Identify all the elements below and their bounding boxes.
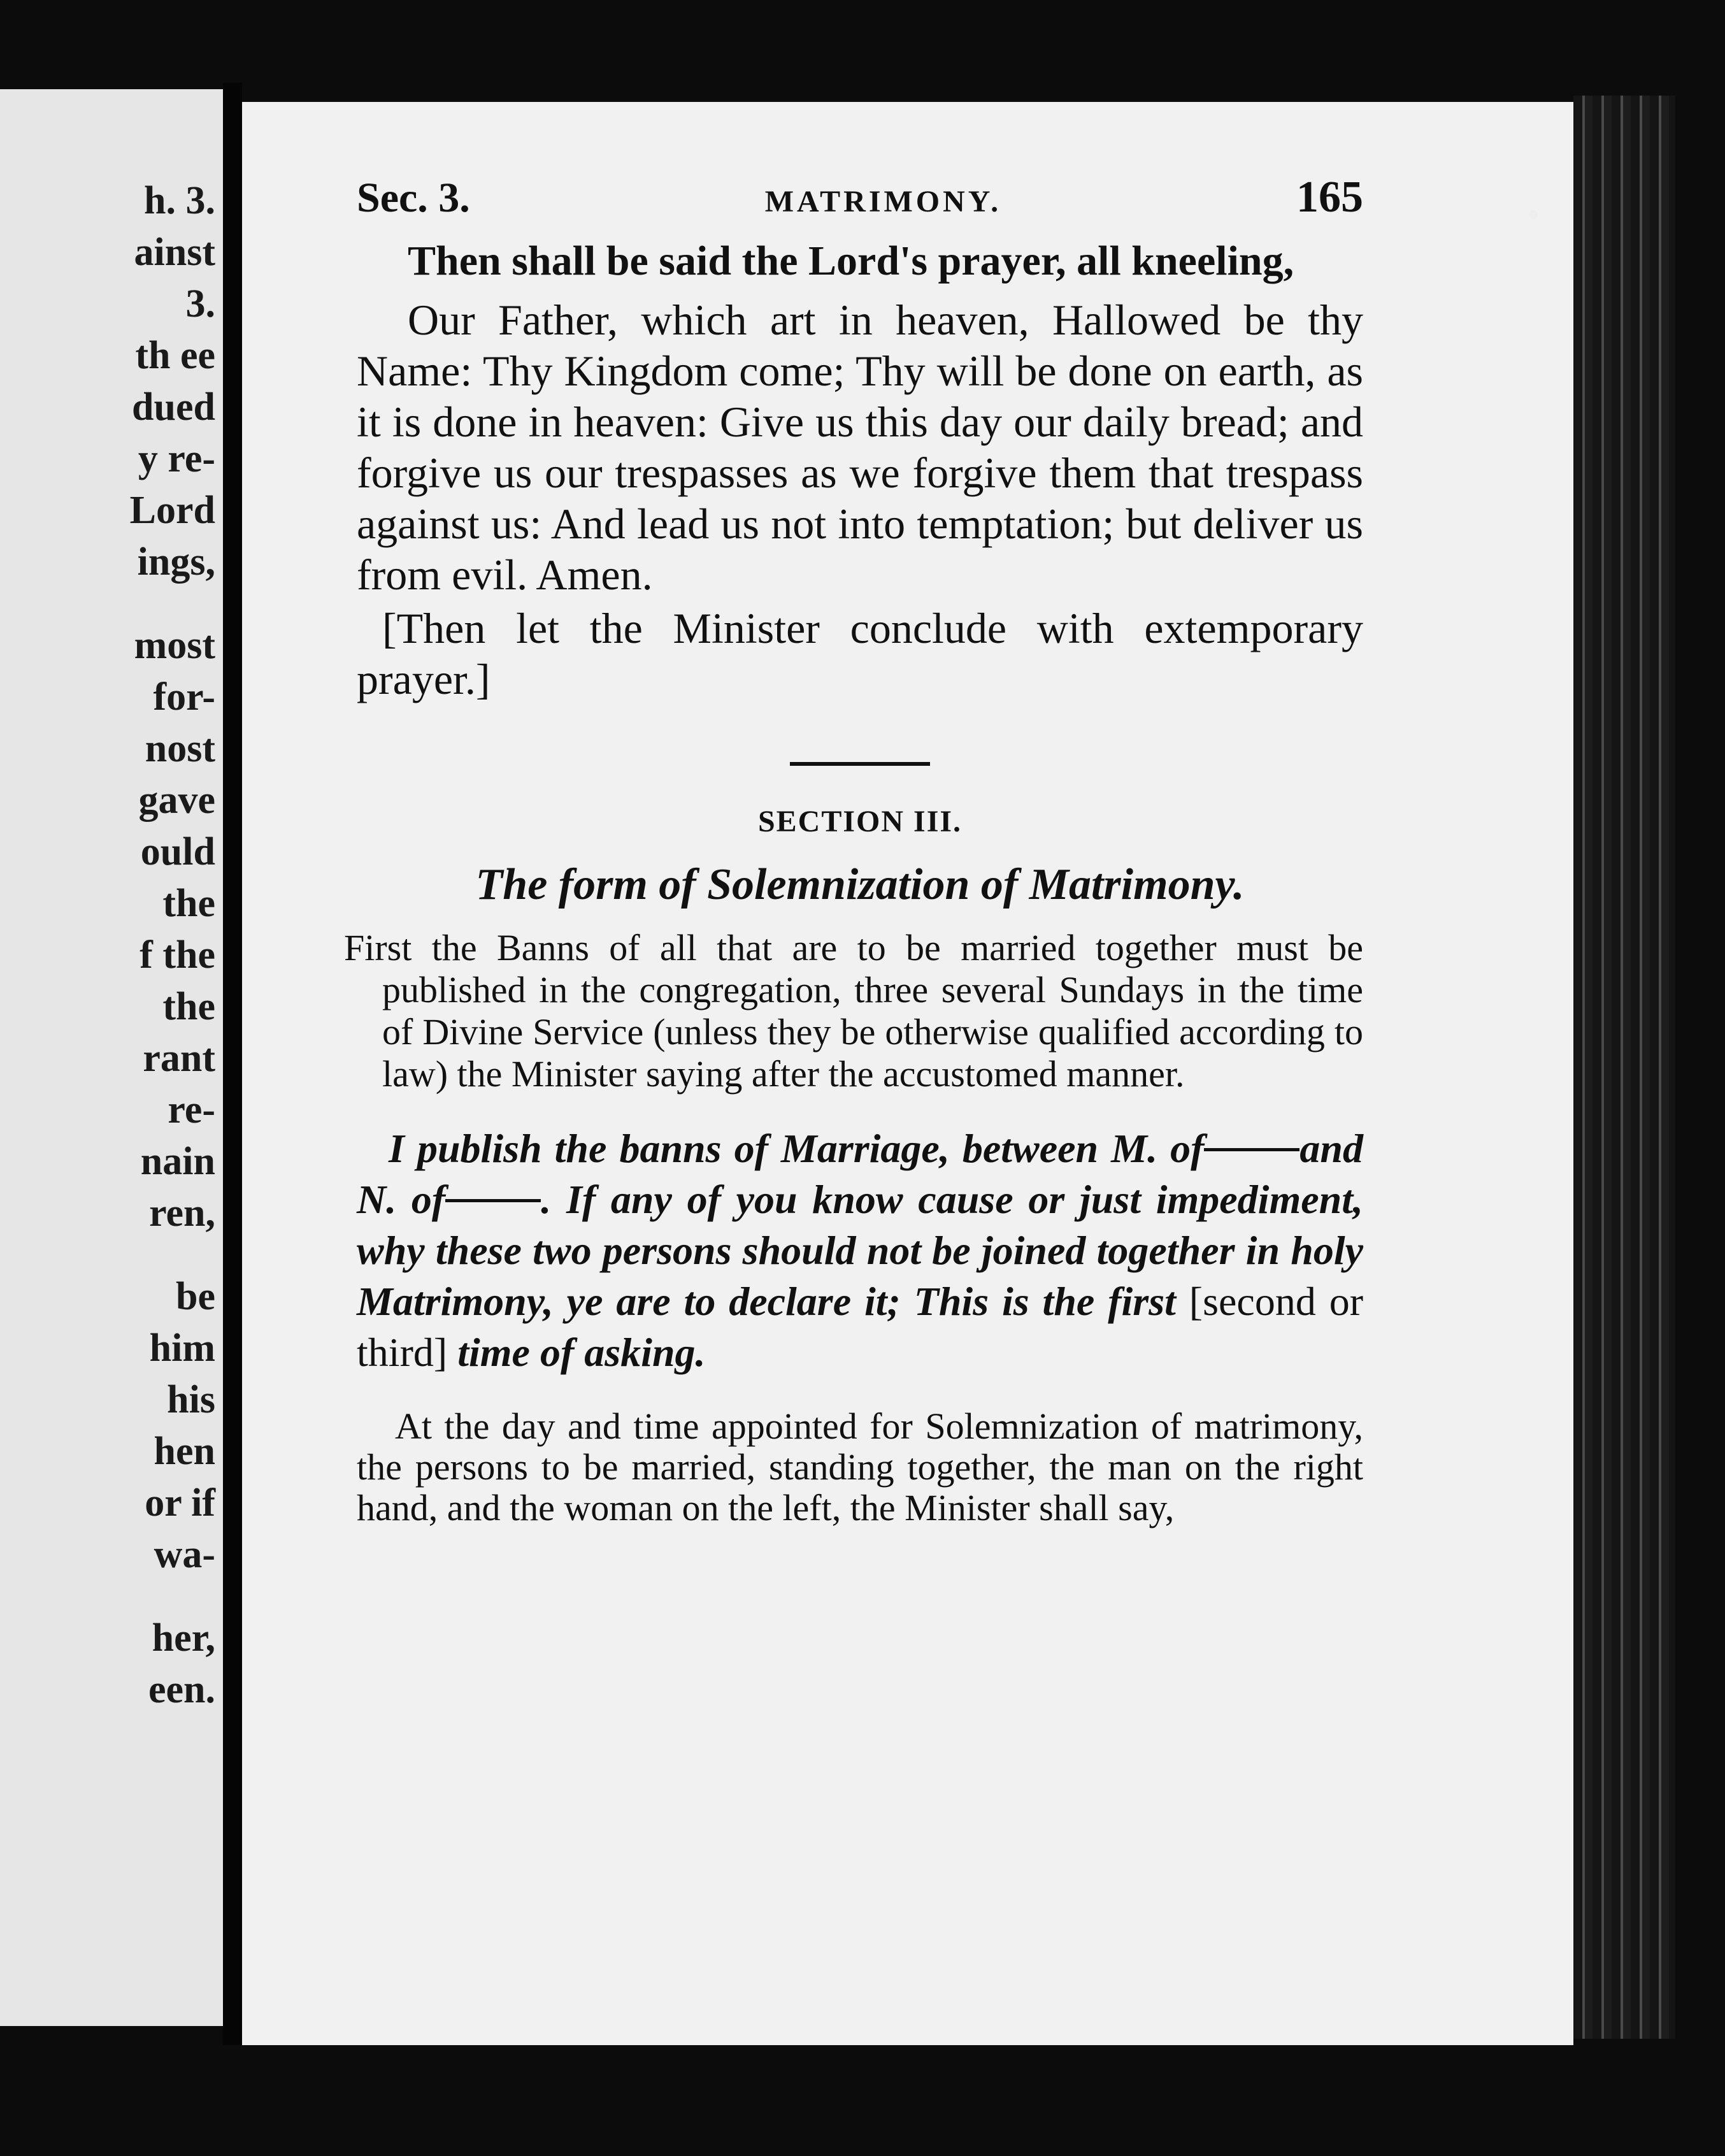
- banns-formula: [357, 1123, 1363, 1378]
- left-page-fragment: wa-: [154, 1533, 215, 1576]
- form-title: The form of Solemnization of Matrimony.: [475, 860, 1245, 909]
- left-page-fragment: y re-: [138, 437, 215, 480]
- banns-part-1: I publish the banns of Marriage, between M. of: [389, 1126, 1205, 1171]
- left-page-fragment: his: [167, 1378, 215, 1421]
- banns-part-2: and N. of: [357, 1126, 1363, 1222]
- left-page-fragment: ings,: [137, 540, 215, 584]
- left-page-text-fragments: [130, 175, 215, 1716]
- left-page-fragment: 3.: [185, 282, 215, 326]
- left-page-fragment: gave: [138, 779, 215, 822]
- section-heading: SECTION III.: [757, 805, 963, 838]
- left-page-fragment: or if: [145, 1481, 215, 1525]
- ink-speck: [1529, 210, 1538, 219]
- left-page-fragment: rant: [143, 1037, 215, 1080]
- blank-line: [445, 1199, 541, 1202]
- rubric-extemporary-prayer: [Then let the Minister conclude with extemporary prayer.]: [357, 604, 1363, 703]
- left-page-fragment: [130, 1581, 215, 1613]
- left-page-fragment: the: [162, 985, 215, 1028]
- banns-part-3: . If any of you know cause or just impediment, why these two persons should not be joined together in holy Matrimony, ye are to declare it; This is the first: [357, 1177, 1364, 1324]
- section-divider-rule: [790, 762, 930, 766]
- banns-part-4: time of asking.: [457, 1330, 706, 1375]
- left-page-fragment: f the: [140, 933, 215, 977]
- left-page-fragment: him: [149, 1326, 215, 1370]
- page-edges: [1573, 96, 1675, 2039]
- page-number: 165: [1296, 173, 1363, 222]
- left-page-fragment: most: [134, 624, 215, 667]
- rubric-lords-prayer: Then shall be said the Lord's prayer, all kneeling,: [408, 238, 1294, 284]
- running-head: [357, 172, 1363, 223]
- left-page-fragment: her,: [152, 1616, 215, 1660]
- left-page-fragment: [130, 588, 215, 620]
- left-page-fragment: ren,: [149, 1191, 215, 1235]
- left-page-fragment: for-: [153, 675, 215, 719]
- left-page-fragment: re-: [168, 1088, 215, 1132]
- left-page-fragment: ainst: [134, 231, 215, 274]
- page-content: [344, 172, 1364, 1528]
- lords-prayer-text: Our Father, which art in heaven, Hallowed be thy Name: Thy Kingdom come; Thy will be done on earth, as it is done in heaven: Give us this day our daily bread; and forgive us our trespasses as we forgive them that trespass against us: And lead us not into temptation; but deliver us from evil. Amen.: [357, 296, 1363, 599]
- left-page-fragment: hen: [154, 1430, 215, 1473]
- closing-rubric: At the day and time appointed for Solemnization of matrimony, the persons to be married, standing together, the man on the right hand, and the woman on the left, the Minister shall say,: [357, 1405, 1363, 1528]
- book-gutter: [223, 83, 242, 2045]
- left-facing-page: [0, 89, 223, 2026]
- banns-instruction: First the Banns of all that are to be married together must be published in the congregation, three several Sundays in the time of Divine Service (unless they be otherwise qualified according to law) the Minister saying after the accustomed manner.: [344, 927, 1363, 1095]
- banns-bracketed-note: [second or third]: [357, 1279, 1364, 1375]
- left-page-fragment: nost: [145, 727, 215, 770]
- left-page-fragment: ould: [140, 830, 215, 873]
- left-page-fragment: een.: [148, 1668, 215, 1711]
- running-title: MATRIMONY.: [764, 185, 1002, 219]
- left-page-fragment: dued: [132, 385, 215, 429]
- left-page-fragment: h. 3.: [144, 179, 215, 222]
- left-page-fragment: the: [162, 882, 215, 925]
- section-label: Sec. 3.: [357, 175, 470, 221]
- left-page-fragment: [130, 1239, 215, 1271]
- left-page-fragment: nain: [140, 1140, 215, 1183]
- left-page-fragment: be: [176, 1275, 215, 1318]
- left-page-fragment: Lord: [129, 489, 215, 532]
- left-page-fragment: th ee: [135, 334, 215, 377]
- blank-line: [1204, 1148, 1299, 1151]
